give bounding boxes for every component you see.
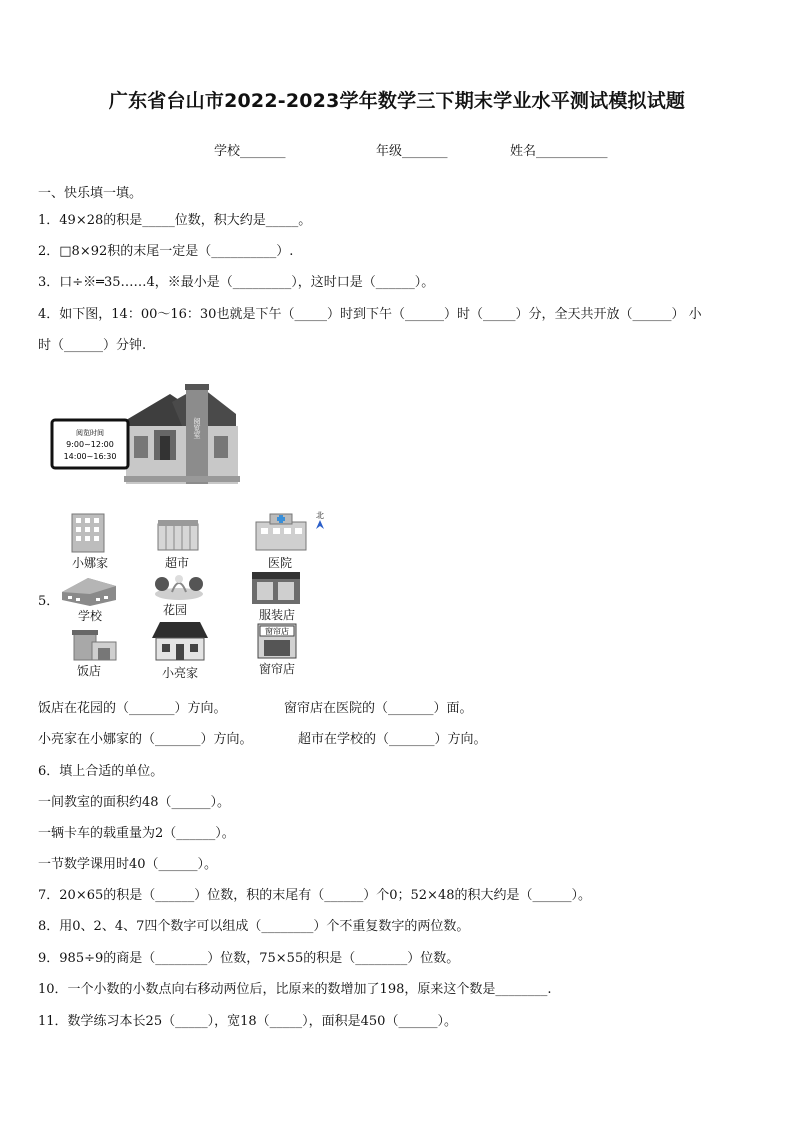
section-heading: 一、快乐填一填。 — [38, 186, 143, 201]
house-icon — [148, 620, 212, 662]
label-xiaona-home: 小娜家 — [72, 556, 109, 570]
label-school: 学校 — [78, 609, 103, 623]
question-5-c: 小亮家在小娜家的（_______）方向。 — [38, 732, 253, 747]
question-5-number: 5． — [38, 594, 60, 609]
grade-field: 年级_______ — [376, 144, 448, 159]
label-curtain-store: 窗帘店 — [259, 662, 296, 676]
school-icon — [58, 572, 120, 608]
question-5-d: 超市在学校的（_______）方向。 — [298, 732, 487, 747]
question-4-line1: 4．如下图，14：00～16：30也就是下午（_____）时到下午（______）时（_____）分，全天共开放（______） 小 — [38, 307, 702, 322]
restaurant-icon — [70, 626, 120, 662]
curtain-store-icon — [254, 622, 300, 660]
question-8: 8．用0、2、4、7四个数字可以组成（________）个不重复数字的两位数。 — [38, 919, 470, 934]
question-3: 3．口÷※═35……4，※最小是（_________），这时口是（______）。 — [38, 275, 435, 290]
question-6: 6．填上合适的单位。 — [38, 764, 164, 779]
curtain-store-sign: 窗帘店 — [265, 627, 289, 636]
sign-time-afternoon: 14:00~16:30 — [63, 452, 117, 461]
reading-room-illustration — [50, 384, 242, 486]
question-2: 2．□8×92积的末尾一定是（__________）. — [38, 244, 294, 259]
north-label: 北 — [316, 511, 324, 520]
label-clothing-store: 服装店 — [259, 608, 296, 622]
question-11: 11．数学练习本长25（_____），宽18（_____），面积是450（______）。 — [38, 1014, 457, 1029]
question-5-b: 窗帘店在医院的（_______）面。 — [284, 701, 473, 716]
apartment-icon — [68, 512, 110, 554]
label-garden: 花园 — [163, 603, 188, 617]
question-9: 9．985÷9的商是（________）位数，75×55的积是（________）位数。 — [38, 951, 460, 966]
north-arrow-icon — [316, 520, 324, 529]
name-field: 姓名___________ — [510, 144, 608, 159]
question-6-a: 一间教室的面积约48（______）。 — [38, 795, 231, 810]
question-10: 10．一个小数的小数点向右移动两位后，比原来的数增加了198，原来这个数是________. — [38, 982, 552, 997]
sign-time-morning: 9:00~12:00 — [66, 440, 114, 449]
tower-label: 阅览室 — [193, 417, 201, 439]
question-6-c: 一节数学课用时40（______）。 — [38, 857, 218, 872]
north-indicator — [316, 511, 324, 531]
question-4-line2: 时（______）分钟. — [38, 338, 147, 353]
school-field: 学校_______ — [214, 144, 286, 159]
label-supermarket: 超市 — [165, 556, 190, 570]
label-hospital: 医院 — [268, 556, 293, 570]
question-7: 7．20×65的积是（______）位数，积的末尾有（______）个0；52×48的积大约是（______）。 — [38, 888, 591, 903]
supermarket-icon — [154, 514, 204, 554]
clothing-store-icon — [250, 570, 302, 606]
hospital-icon — [252, 512, 310, 552]
label-xiaoliang-home: 小亮家 — [162, 666, 199, 680]
question-6-b: 一辆卡车的载重量为2（______）。 — [38, 826, 235, 841]
question-5-a: 饭店在花园的（_______）方向。 — [38, 701, 227, 716]
garden-icon — [152, 570, 206, 602]
question-1: 1．49×28的积是_____位数，积大约是_____。 — [38, 213, 312, 228]
page-title: 广东省台山市2022-2023学年数学三下期末学业水平测试模拟试题 — [108, 90, 686, 112]
label-restaurant: 饭店 — [77, 664, 102, 678]
sign-title: 阅览时间 — [76, 429, 104, 437]
